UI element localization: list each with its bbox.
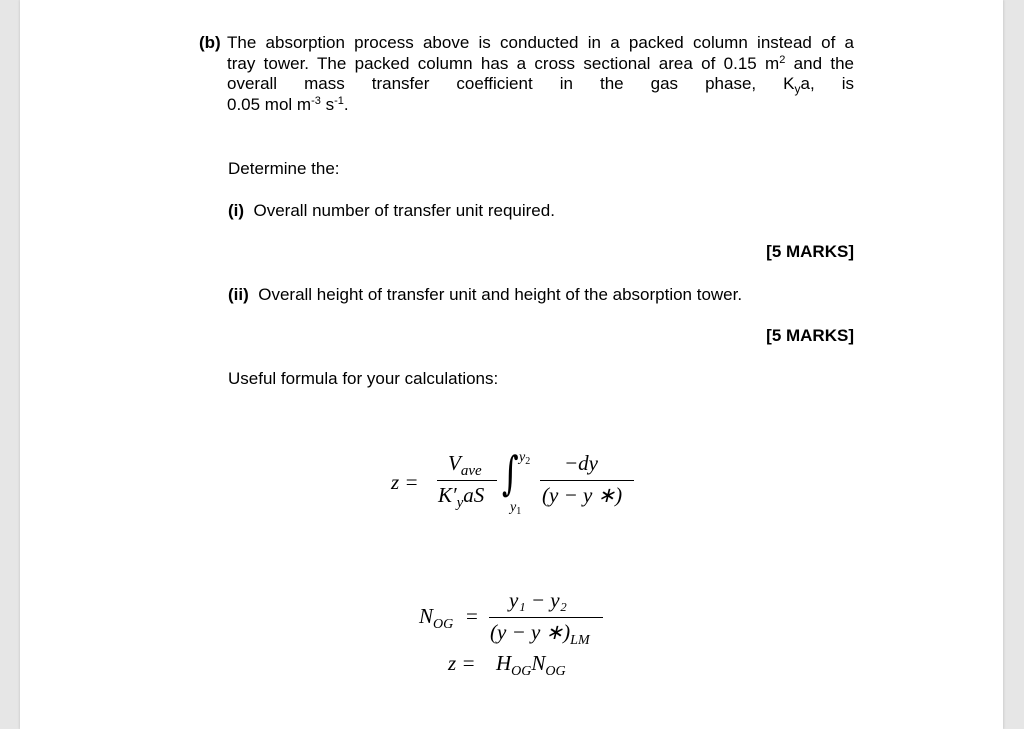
part-i-text: Overall number of transfer unit required.	[253, 201, 555, 220]
integral-sign: ∫	[502, 446, 519, 500]
formula2-fraction-bar	[489, 617, 603, 618]
part-i-label: (i)	[228, 201, 245, 220]
formula1-integrand-denominator: (y − y ∗)	[542, 483, 623, 507]
formula2-denominator: (y − y $∗)_{LM}$	[490, 620, 590, 648]
question-text	[227, 33, 854, 115]
formula3-rhs: $H_{OG}N_{OG}$	[496, 651, 566, 679]
part-ii-marks: [5 MARKS]	[766, 326, 854, 345]
part-ii-text: Overall height of transfer unit and height of the absorption tower.	[258, 285, 743, 304]
formula2-lhs: $N_{OG}$	[419, 604, 454, 632]
part-i-marks: [5 MARKS]	[766, 242, 854, 261]
formula3-lhs: z =	[448, 651, 476, 675]
question-line-2: tray tower. The packed column has a cross sectional area of 0.15 $m^2$ and the	[227, 53, 854, 73]
question-line-1: The absorption process above is conducted in a packed column instead of a	[227, 33, 854, 52]
formula1-integrand-bar	[540, 480, 634, 481]
part-i	[228, 200, 555, 221]
integral-lower-limit: $y_1$	[510, 500, 522, 517]
formula-heading: Useful formula for your calculations:	[228, 369, 499, 388]
integral-upper-limit: $y_2$	[519, 450, 531, 467]
formula2-equals: =	[466, 604, 478, 628]
part-ii	[228, 284, 742, 305]
question-label: (b)	[199, 33, 221, 52]
formula1-denominator: $K'_yaS$	[438, 483, 485, 511]
formula2-numerator: y₁ − y₂	[509, 588, 567, 612]
formula1-lhs: z =	[391, 470, 419, 494]
formula1-fraction-bar	[437, 480, 497, 481]
part-ii-label: (ii)	[228, 285, 249, 304]
instruction-text: Determine the:	[228, 159, 340, 178]
formula1-numerator: $V_{ave}$	[448, 451, 482, 479]
question-line-4: 0.05 mol $m^{-3}$ $s^{-1}$.	[227, 94, 349, 114]
formula1-integrand-numerator: −dy	[564, 451, 598, 475]
question-line-3: overall mass transfer coefficient in the gas phase, $K_ya$, is	[227, 74, 854, 96]
